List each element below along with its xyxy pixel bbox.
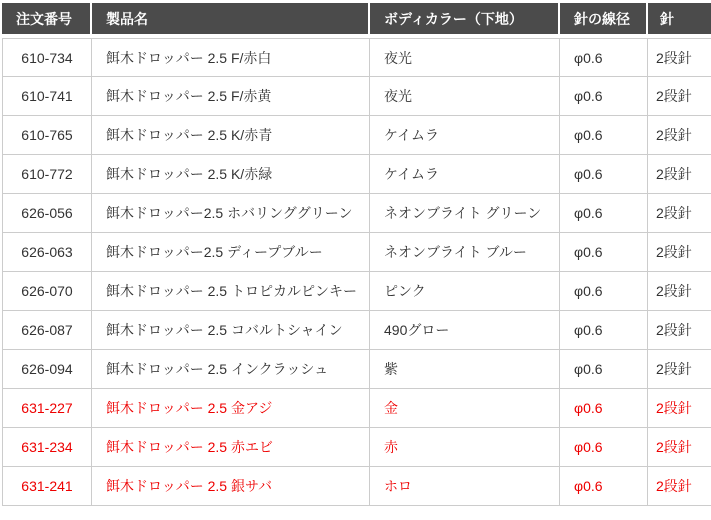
cell-body-color: 赤: [370, 428, 560, 467]
cell-order-number: 610-772: [2, 155, 92, 194]
cell-wire-diameter: φ0.6: [560, 467, 648, 506]
cell-wire-diameter: φ0.6: [560, 116, 648, 155]
cell-order-number: 626-070: [2, 272, 92, 311]
cell-body-color: 金: [370, 389, 560, 428]
table-body: [2, 38, 711, 506]
cell-order-number: 626-056: [2, 194, 92, 233]
cell-product-name: 餌木ドロッパー 2.5 インクラッシュ: [92, 350, 370, 389]
table-row: [2, 77, 711, 116]
table-row: [2, 467, 711, 506]
cell-hook: 2段針: [648, 116, 711, 155]
cell-hook: 2段針: [648, 38, 711, 77]
table-row: [2, 389, 711, 428]
table-row: [2, 38, 711, 77]
cell-wire-diameter: φ0.6: [560, 428, 648, 467]
cell-product-name: 餌木ドロッパー 2.5 銀サバ: [92, 467, 370, 506]
header-body-color: ボディカラー（下地）: [370, 3, 560, 38]
cell-order-number: 626-087: [2, 311, 92, 350]
cell-wire-diameter: φ0.6: [560, 350, 648, 389]
cell-hook: 2段針: [648, 350, 711, 389]
cell-body-color: ホロ: [370, 467, 560, 506]
cell-order-number: 626-094: [2, 350, 92, 389]
cell-hook: 2段針: [648, 311, 711, 350]
cell-product-name: 餌木ドロッパー2.5 ディープブルー: [92, 233, 370, 272]
cell-wire-diameter: φ0.6: [560, 194, 648, 233]
table-header: [2, 3, 711, 38]
table-row: [2, 116, 711, 155]
cell-order-number: 631-227: [2, 389, 92, 428]
table-row: [2, 350, 711, 389]
cell-body-color: 夜光: [370, 77, 560, 116]
cell-body-color: ピンク: [370, 272, 560, 311]
cell-product-name: 餌木ドロッパー 2.5 コバルトシャイン: [92, 311, 370, 350]
table-row: [2, 155, 711, 194]
cell-wire-diameter: φ0.6: [560, 272, 648, 311]
header-hook: 針: [648, 3, 711, 38]
cell-hook: 2段針: [648, 389, 711, 428]
header-order-number: 注文番号: [2, 3, 92, 38]
cell-hook: 2段針: [648, 233, 711, 272]
cell-body-color: 夜光: [370, 38, 560, 77]
cell-hook: 2段針: [648, 194, 711, 233]
cell-product-name: 餌木ドロッパー 2.5 トロピカルピンキー: [92, 272, 370, 311]
cell-order-number: 631-234: [2, 428, 92, 467]
cell-order-number: 626-063: [2, 233, 92, 272]
cell-product-name: 餌木ドロッパー 2.5 K/赤緑: [92, 155, 370, 194]
cell-body-color: 490グロー: [370, 311, 560, 350]
cell-product-name: 餌木ドロッパー 2.5 赤エビ: [92, 428, 370, 467]
cell-wire-diameter: φ0.6: [560, 389, 648, 428]
cell-order-number: 610-765: [2, 116, 92, 155]
cell-hook: 2段針: [648, 272, 711, 311]
cell-body-color: ネオンブライト ブルー: [370, 233, 560, 272]
cell-order-number: 610-734: [2, 38, 92, 77]
cell-wire-diameter: φ0.6: [560, 77, 648, 116]
table-row: [2, 194, 711, 233]
cell-product-name: 餌木ドロッパー2.5 ホバリンググリーン: [92, 194, 370, 233]
cell-body-color: 紫: [370, 350, 560, 389]
cell-product-name: 餌木ドロッパー 2.5 金アジ: [92, 389, 370, 428]
header-row: [2, 3, 711, 38]
cell-wire-diameter: φ0.6: [560, 233, 648, 272]
header-wire-diameter: 針の線径: [560, 3, 648, 38]
table-row: [2, 311, 711, 350]
cell-body-color: ケイムラ: [370, 116, 560, 155]
cell-order-number: 631-241: [2, 467, 92, 506]
cell-hook: 2段針: [648, 77, 711, 116]
table-row: [2, 272, 711, 311]
cell-wire-diameter: φ0.6: [560, 311, 648, 350]
table-row: [2, 428, 711, 467]
cell-hook: 2段針: [648, 155, 711, 194]
cell-wire-diameter: φ0.6: [560, 155, 648, 194]
cell-product-name: 餌木ドロッパー 2.5 K/赤青: [92, 116, 370, 155]
cell-hook: 2段針: [648, 428, 711, 467]
cell-body-color: ネオンブライト グリーン: [370, 194, 560, 233]
cell-product-name: 餌木ドロッパー 2.5 F/赤黄: [92, 77, 370, 116]
table-row: [2, 233, 711, 272]
cell-product-name: 餌木ドロッパー 2.5 F/赤白: [92, 38, 370, 77]
cell-hook: 2段針: [648, 467, 711, 506]
product-spec-table: [2, 3, 711, 506]
cell-wire-diameter: φ0.6: [560, 38, 648, 77]
cell-order-number: 610-741: [2, 77, 92, 116]
header-product-name: 製品名: [92, 3, 370, 38]
cell-body-color: ケイムラ: [370, 155, 560, 194]
